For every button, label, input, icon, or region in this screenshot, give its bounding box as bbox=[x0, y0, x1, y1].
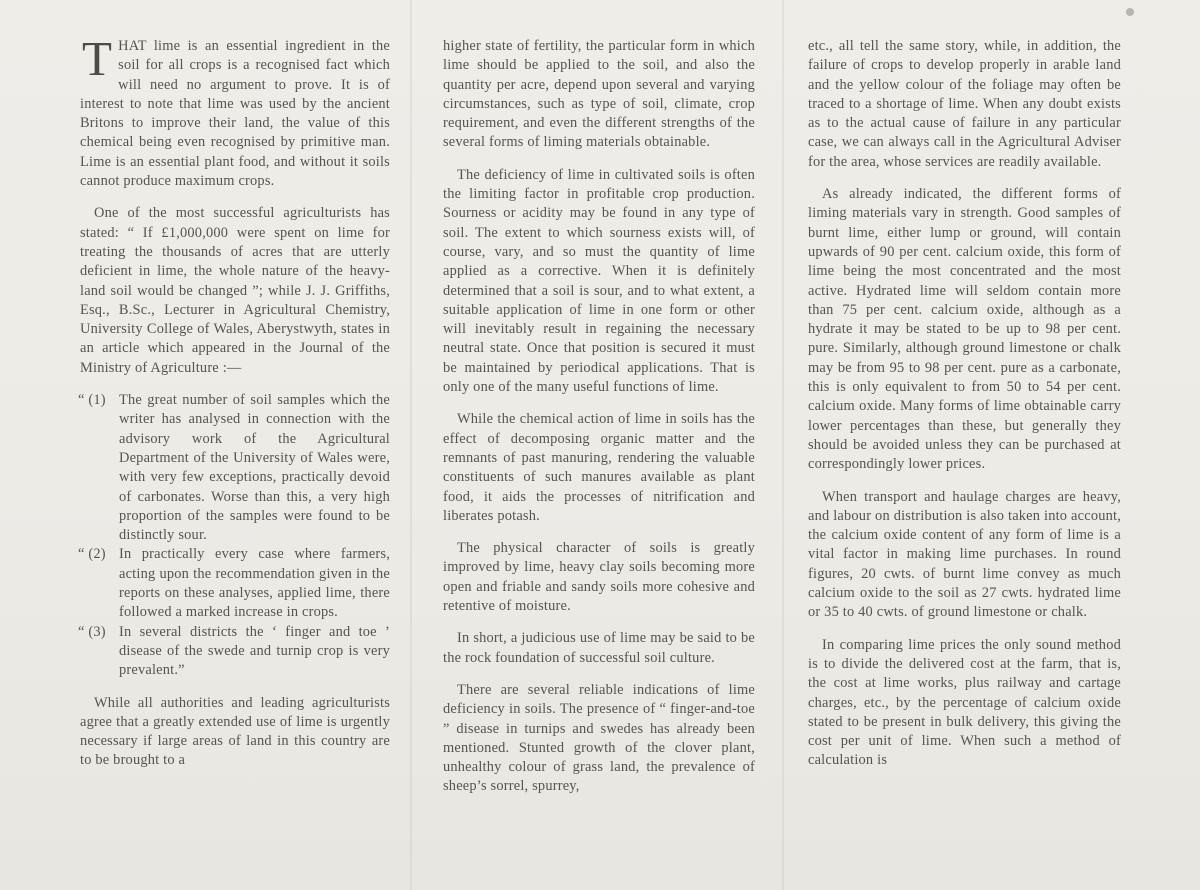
quotation-item bbox=[80, 623, 390, 681]
drop-cap: T bbox=[82, 31, 113, 86]
paragraph: In comparing lime prices the only sound method is to divide the delivered cost at the farm, that is, the cost at lime works, plus railway and cartage charges, etc., by the percentage of calcium oxide stated to be present in bulk delivery, this giving the cost per unit of lime. When such a method of calculation is bbox=[808, 636, 1121, 769]
quotation-list bbox=[80, 391, 390, 680]
paragraph: When transport and haulage charges are heavy, and labour on distribution is also taken into account, the calcium oxide content of any form of lime is a vital factor in making lime purchases. In round figures, 20 cwts. of burnt lime convey as much calcium oxide to the soil as 27 cwts. hydrated lime or 35 to 40 cwts. of ground limestone or chalk. bbox=[808, 488, 1121, 621]
quotation-text: The great number of soil samples which the writer has analysed in connection with the advisory work of the Agricultural Department of the University of Wales were, with very few exceptions, practically devoid of carbonates. Worse than this, a very high proportion of the samples were found to be distinctly sour. bbox=[119, 392, 390, 544]
paragraph: While the chemical action of lime in soils has the effect of decomposing organic matter and the remnants of past manuring, rendering the valuable constituents of such manures available as plant food, it aids the processes of nitrification and liberates potash. bbox=[443, 411, 755, 524]
text-column-2 bbox=[443, 37, 755, 810]
paragraph: One of the most successful agriculturists has stated: “ If £1,000,000 were spent on lime for treating the thousands of acres that are utterly deficient in lime, the whole nature of the heavy-land soil would be changed ”; while J. J. Griffiths, Esq., B.Sc., Lecturer in Agricultural Chemistry, University College of Wales, Aberystwyth, states in an article which appeared in the Journal of the Ministry of Agriculture :— bbox=[80, 205, 390, 376]
quotation-number: “ (1) bbox=[78, 392, 106, 409]
quotation-number: “ (3) bbox=[78, 623, 106, 640]
page-fold bbox=[782, 0, 784, 890]
paragraph: The physical character of soils is greatly improved by lime, heavy clay soils becoming more open and friable and sandy soils more cohesive and retentive of moisture. bbox=[443, 540, 755, 615]
paragraph: While all authorities and leading agriculturists agree that a greatly extended use of lime is urgently necessary if large areas of land in this country are to be brought to a bbox=[80, 694, 390, 769]
quotation-text: In practically every case where farmers, acting upon the recommendation given in the reports on these analyses, applied lime, there followed a marked increase in crops. bbox=[119, 546, 390, 621]
text-column-3 bbox=[808, 37, 1121, 784]
quotation-item bbox=[80, 391, 390, 545]
paragraph: In short, a judicious use of lime may be said to be the rock foundation of successful soil culture. bbox=[443, 630, 755, 666]
opening-paragraph-text: HAT lime is an essential ingredient in the soil for all crops is a recognised fact which will need no argument to prove. It is of interest to note that lime was used by the ancient Britons to improve their land, the value of this chemical being even recognised by primitive man. Lime is an essential plant food, and without it soils cannot produce maximum crops. bbox=[80, 38, 390, 190]
paper-stain bbox=[1126, 8, 1134, 16]
paragraph: higher state of fertility, the particular form in which lime should be applied to the soil, and also the quantity per acre, depend upon several and varying circumstances, such as type of soil, climate, crop requirement, and even the different strengths of the several forms of liming materials obtainable. bbox=[443, 38, 755, 151]
page-fold bbox=[410, 0, 412, 890]
paragraph: As already indicated, the different forms of liming materials vary in strength. Good samples of burnt lime, either lump or ground, will contain upwards of 90 per cent. calcium oxide, this form of lime being the most concentrated and the most active. Hydrated lime will seldom contain more than 75 per cent. calcium oxide, although as a hydrate it may be stated to be up to 98 per cent. pure. Similarly, although ground limestone or chalk may be from 95 to 98 per cent. pure as a carbonate, this is only equivalent to from 50 to 54 per cent. calcium oxide. Many forms of lime obtainable carry lower percentages than these, but generally they should be avoided unless they can be purchased at correspondingly lower prices. bbox=[808, 186, 1121, 473]
quotation-number: “ (2) bbox=[78, 546, 106, 563]
paragraph: The deficiency of lime in cultivated soils is often the limiting factor in profitable crop production. Sourness or acidity may be found in any type of soil. The extent to which sourness exists will, of course, vary, and so must the quantity of lime applied as a corrective. When it is definitely determined that a soil is sour, and to what extent, a suitable application of lime in one form or other will inevitably result in regaining the necessary neutral state. Once that position is secured it must be maintained by periodical applications. That is only one of the many useful functions of lime. bbox=[443, 166, 755, 396]
quotation-text: In several districts the ‘ finger and toe ’ disease of the swede and turnip crop is very prevalent.” bbox=[119, 623, 390, 679]
opening-paragraph bbox=[80, 31, 390, 191]
paragraph: etc., all tell the same story, while, in addition, the failure of crops to develop properly in arable land and the yellow colour of the foliage may often be traced to a shortage of lime. When any doubt exists as to the actual cause of failure in any particular case, we can always call in the Agricultural Adviser for the area, whose services are readily available. bbox=[808, 38, 1121, 170]
quotation-item bbox=[80, 545, 390, 622]
paragraph: There are several reliable indications of lime deficiency in soils. The presence of “ finger-and-toe ” disease in turnips and swedes has already been mentioned. Stunted growth of the clover plant, unhealthy colour of grass land, the prevalence of sheep’s sorrel, spurrey, bbox=[443, 681, 755, 795]
text-column-1 bbox=[78, 31, 390, 784]
